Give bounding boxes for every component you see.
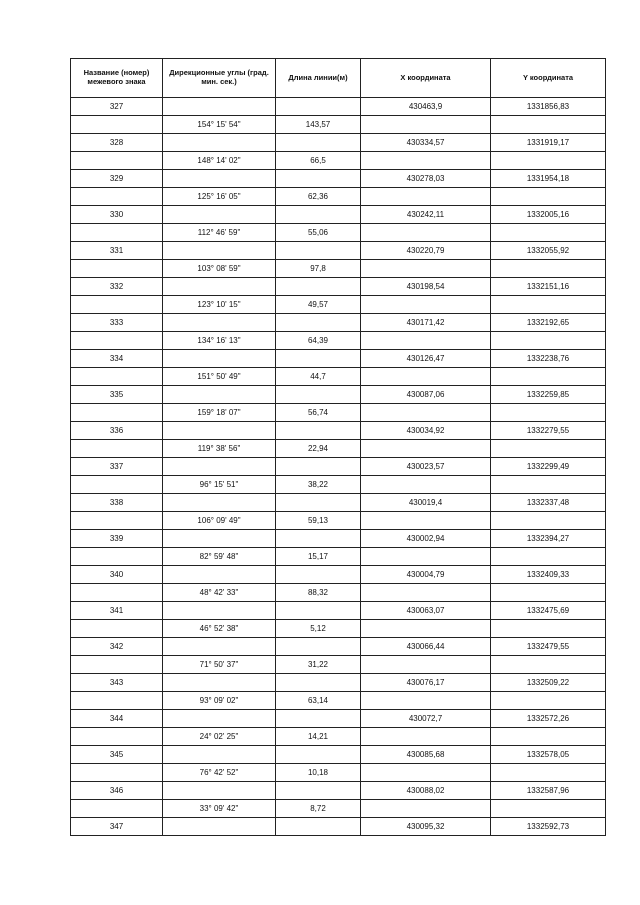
- cell-point-name: [71, 728, 163, 746]
- cell-line-length: 8,72: [276, 800, 361, 818]
- cell-x-coordinate: 430463,9: [361, 98, 491, 116]
- cell-y-coordinate: 1332259,85: [491, 386, 606, 404]
- cell-y-coordinate: [491, 584, 606, 602]
- table-row: [71, 638, 606, 656]
- cell-y-coordinate: 1332394,27: [491, 530, 606, 548]
- cell-direction-angle: [163, 458, 276, 476]
- cell-direction-angle: 33° 09' 42": [163, 800, 276, 818]
- cell-line-length: [276, 458, 361, 476]
- cell-y-coordinate: [491, 692, 606, 710]
- cell-x-coordinate: 430220,79: [361, 242, 491, 260]
- cell-x-coordinate: 430002,94: [361, 530, 491, 548]
- cell-y-coordinate: [491, 224, 606, 242]
- cell-y-coordinate: 1331856,83: [491, 98, 606, 116]
- cell-point-name: 334: [71, 350, 163, 368]
- cell-point-name: 346: [71, 782, 163, 800]
- cell-direction-angle: [163, 530, 276, 548]
- table-row: [71, 566, 606, 584]
- cell-line-length: [276, 746, 361, 764]
- cell-y-coordinate: [491, 152, 606, 170]
- table-row: [71, 530, 606, 548]
- cell-x-coordinate: [361, 764, 491, 782]
- cell-line-length: [276, 314, 361, 332]
- cell-point-name: [71, 440, 163, 458]
- cell-point-name: [71, 764, 163, 782]
- table-row: [71, 170, 606, 188]
- table-row: [71, 404, 606, 422]
- cell-y-coordinate: 1331954,18: [491, 170, 606, 188]
- cell-direction-angle: [163, 818, 276, 836]
- cell-point-name: [71, 584, 163, 602]
- cell-line-length: [276, 206, 361, 224]
- cell-point-name: [71, 116, 163, 134]
- table-row: [71, 350, 606, 368]
- cell-direction-angle: [163, 242, 276, 260]
- cell-point-name: [71, 692, 163, 710]
- cell-y-coordinate: 1332409,33: [491, 566, 606, 584]
- cell-y-coordinate: [491, 260, 606, 278]
- header-x-coordinate: X координата: [361, 59, 491, 98]
- table-row: [71, 818, 606, 836]
- cell-line-length: [276, 602, 361, 620]
- cell-y-coordinate: [491, 548, 606, 566]
- header-direction-angle: Дирекционные углы (град. мин. сек.): [163, 59, 276, 98]
- cell-point-name: 329: [71, 170, 163, 188]
- table-row: [71, 260, 606, 278]
- table-row: [71, 242, 606, 260]
- table-row: [71, 422, 606, 440]
- cell-point-name: 332: [71, 278, 163, 296]
- table-row: [71, 620, 606, 638]
- cell-x-coordinate: [361, 404, 491, 422]
- cell-x-coordinate: [361, 368, 491, 386]
- cell-y-coordinate: 1332572,26: [491, 710, 606, 728]
- cell-x-coordinate: 430126,47: [361, 350, 491, 368]
- cell-line-length: [276, 566, 361, 584]
- cell-point-name: 347: [71, 818, 163, 836]
- table-row: [71, 206, 606, 224]
- cell-point-name: 339: [71, 530, 163, 548]
- cell-direction-angle: [163, 566, 276, 584]
- cell-x-coordinate: 430088,02: [361, 782, 491, 800]
- cell-x-coordinate: 430072,7: [361, 710, 491, 728]
- cell-x-coordinate: [361, 620, 491, 638]
- cell-x-coordinate: 430095,32: [361, 818, 491, 836]
- cell-y-coordinate: [491, 728, 606, 746]
- cell-point-name: 337: [71, 458, 163, 476]
- header-y-coordinate: Y координата: [491, 59, 606, 98]
- cell-x-coordinate: 430087,06: [361, 386, 491, 404]
- cell-point-name: [71, 368, 163, 386]
- table-row: [71, 548, 606, 566]
- cell-y-coordinate: [491, 116, 606, 134]
- cell-x-coordinate: 430278,03: [361, 170, 491, 188]
- cell-line-length: 62,36: [276, 188, 361, 206]
- cell-line-length: [276, 638, 361, 656]
- cell-line-length: [276, 170, 361, 188]
- cell-x-coordinate: 430066,44: [361, 638, 491, 656]
- cell-point-name: 342: [71, 638, 163, 656]
- cell-x-coordinate: 430063,07: [361, 602, 491, 620]
- table-row: [71, 386, 606, 404]
- cell-y-coordinate: 1332151,16: [491, 278, 606, 296]
- cell-x-coordinate: [361, 152, 491, 170]
- table-row: [71, 602, 606, 620]
- cell-point-name: [71, 224, 163, 242]
- cell-direction-angle: 76° 42' 52": [163, 764, 276, 782]
- cell-x-coordinate: [361, 800, 491, 818]
- table-row: [71, 116, 606, 134]
- cell-y-coordinate: 1332509,22: [491, 674, 606, 692]
- coordinates-table: [70, 58, 606, 836]
- table-row: [71, 314, 606, 332]
- cell-point-name: 343: [71, 674, 163, 692]
- cell-direction-angle: 82° 59' 48": [163, 548, 276, 566]
- cell-y-coordinate: 1332592,73: [491, 818, 606, 836]
- cell-line-length: 5,12: [276, 620, 361, 638]
- cell-direction-angle: 148° 14' 02": [163, 152, 276, 170]
- table-row: [71, 494, 606, 512]
- cell-point-name: 330: [71, 206, 163, 224]
- cell-point-name: 327: [71, 98, 163, 116]
- cell-direction-angle: 123° 10' 15": [163, 296, 276, 314]
- cell-x-coordinate: 430034,92: [361, 422, 491, 440]
- cell-y-coordinate: 1332055,92: [491, 242, 606, 260]
- cell-point-name: [71, 404, 163, 422]
- cell-line-length: 15,17: [276, 548, 361, 566]
- cell-line-length: [276, 350, 361, 368]
- cell-y-coordinate: 1332337,48: [491, 494, 606, 512]
- table-row: [71, 458, 606, 476]
- cell-y-coordinate: [491, 440, 606, 458]
- cell-direction-angle: [163, 422, 276, 440]
- cell-y-coordinate: 1332475,69: [491, 602, 606, 620]
- table-row: [71, 278, 606, 296]
- cell-line-length: [276, 422, 361, 440]
- cell-y-coordinate: [491, 800, 606, 818]
- table-row: [71, 728, 606, 746]
- cell-direction-angle: 106° 09' 49": [163, 512, 276, 530]
- cell-y-coordinate: [491, 620, 606, 638]
- cell-y-coordinate: 1332578,05: [491, 746, 606, 764]
- cell-line-length: 143,57: [276, 116, 361, 134]
- cell-point-name: 328: [71, 134, 163, 152]
- cell-direction-angle: [163, 674, 276, 692]
- cell-x-coordinate: 430085,68: [361, 746, 491, 764]
- cell-y-coordinate: [491, 512, 606, 530]
- cell-point-name: [71, 476, 163, 494]
- cell-x-coordinate: [361, 296, 491, 314]
- cell-direction-angle: [163, 782, 276, 800]
- cell-x-coordinate: 430198,54: [361, 278, 491, 296]
- cell-point-name: [71, 260, 163, 278]
- cell-y-coordinate: 1332279,55: [491, 422, 606, 440]
- cell-line-length: 14,21: [276, 728, 361, 746]
- cell-direction-angle: 46° 52' 38": [163, 620, 276, 638]
- cell-line-length: 49,57: [276, 296, 361, 314]
- cell-y-coordinate: 1331919,17: [491, 134, 606, 152]
- cell-line-length: 22,94: [276, 440, 361, 458]
- header-line-length: Длина линии(м): [276, 59, 361, 98]
- cell-x-coordinate: 430242,11: [361, 206, 491, 224]
- table-row: [71, 188, 606, 206]
- table-row: [71, 710, 606, 728]
- cell-line-length: 66,5: [276, 152, 361, 170]
- cell-x-coordinate: [361, 692, 491, 710]
- cell-x-coordinate: 430334,57: [361, 134, 491, 152]
- cell-point-name: [71, 800, 163, 818]
- cell-direction-angle: 159° 18' 07": [163, 404, 276, 422]
- table-row: [71, 224, 606, 242]
- cell-y-coordinate: [491, 404, 606, 422]
- cell-line-length: [276, 494, 361, 512]
- cell-point-name: 338: [71, 494, 163, 512]
- cell-x-coordinate: 430171,42: [361, 314, 491, 332]
- cell-line-length: 88,32: [276, 584, 361, 602]
- cell-x-coordinate: [361, 332, 491, 350]
- table-row: [71, 674, 606, 692]
- table-row: [71, 134, 606, 152]
- table-row: [71, 440, 606, 458]
- cell-point-name: [71, 512, 163, 530]
- cell-direction-angle: 24° 02' 25": [163, 728, 276, 746]
- cell-x-coordinate: [361, 116, 491, 134]
- cell-x-coordinate: [361, 728, 491, 746]
- cell-line-length: [276, 242, 361, 260]
- cell-direction-angle: [163, 386, 276, 404]
- cell-x-coordinate: [361, 440, 491, 458]
- table-row: [71, 782, 606, 800]
- table-row: [71, 368, 606, 386]
- cell-direction-angle: [163, 134, 276, 152]
- cell-direction-angle: [163, 710, 276, 728]
- cell-line-length: 63,14: [276, 692, 361, 710]
- cell-point-name: 335: [71, 386, 163, 404]
- cell-direction-angle: 96° 15' 51": [163, 476, 276, 494]
- cell-point-name: [71, 332, 163, 350]
- cell-x-coordinate: 430004,79: [361, 566, 491, 584]
- table-row: [71, 746, 606, 764]
- cell-direction-angle: [163, 602, 276, 620]
- cell-direction-angle: [163, 638, 276, 656]
- cell-x-coordinate: 430023,57: [361, 458, 491, 476]
- cell-point-name: 341: [71, 602, 163, 620]
- cell-line-length: [276, 278, 361, 296]
- cell-direction-angle: [163, 206, 276, 224]
- cell-point-name: [71, 296, 163, 314]
- cell-line-length: [276, 674, 361, 692]
- table-row: [71, 764, 606, 782]
- cell-line-length: [276, 98, 361, 116]
- cell-y-coordinate: [491, 188, 606, 206]
- table-body: [71, 98, 606, 836]
- cell-line-length: 31,22: [276, 656, 361, 674]
- cell-y-coordinate: 1332005,16: [491, 206, 606, 224]
- cell-x-coordinate: 430076,17: [361, 674, 491, 692]
- header-point-name: Название (номер) межевого знака: [71, 59, 163, 98]
- table-row: [71, 584, 606, 602]
- cell-point-name: 331: [71, 242, 163, 260]
- cell-y-coordinate: [491, 656, 606, 674]
- cell-x-coordinate: [361, 548, 491, 566]
- table-row: [71, 692, 606, 710]
- table-row: [71, 152, 606, 170]
- cell-line-length: 55,06: [276, 224, 361, 242]
- cell-direction-angle: [163, 350, 276, 368]
- cell-direction-angle: 48° 42' 33": [163, 584, 276, 602]
- cell-y-coordinate: 1332479,55: [491, 638, 606, 656]
- cell-point-name: [71, 188, 163, 206]
- cell-point-name: 336: [71, 422, 163, 440]
- cell-y-coordinate: [491, 476, 606, 494]
- cell-point-name: [71, 656, 163, 674]
- cell-point-name: 333: [71, 314, 163, 332]
- cell-line-length: 44,7: [276, 368, 361, 386]
- cell-x-coordinate: [361, 476, 491, 494]
- cell-y-coordinate: [491, 296, 606, 314]
- cell-point-name: [71, 548, 163, 566]
- cell-direction-angle: 112° 46' 59": [163, 224, 276, 242]
- cell-y-coordinate: 1332238,76: [491, 350, 606, 368]
- table-row: [71, 98, 606, 116]
- cell-direction-angle: [163, 494, 276, 512]
- table-row: [71, 656, 606, 674]
- cell-x-coordinate: [361, 656, 491, 674]
- cell-y-coordinate: [491, 332, 606, 350]
- cell-direction-angle: [163, 170, 276, 188]
- cell-direction-angle: [163, 98, 276, 116]
- cell-x-coordinate: [361, 188, 491, 206]
- cell-direction-angle: 119° 38' 56": [163, 440, 276, 458]
- cell-y-coordinate: [491, 764, 606, 782]
- cell-direction-angle: 93° 09' 02": [163, 692, 276, 710]
- cell-line-length: [276, 386, 361, 404]
- cell-line-length: 56,74: [276, 404, 361, 422]
- table-row: [71, 476, 606, 494]
- cell-point-name: 345: [71, 746, 163, 764]
- cell-line-length: [276, 710, 361, 728]
- cell-point-name: 344: [71, 710, 163, 728]
- cell-direction-angle: 71° 50' 37": [163, 656, 276, 674]
- cell-point-name: 340: [71, 566, 163, 584]
- cell-direction-angle: 125° 16' 05": [163, 188, 276, 206]
- cell-x-coordinate: 430019,4: [361, 494, 491, 512]
- cell-direction-angle: [163, 314, 276, 332]
- cell-line-length: 64,39: [276, 332, 361, 350]
- cell-line-length: [276, 134, 361, 152]
- cell-direction-angle: 154° 15' 54": [163, 116, 276, 134]
- table-row: [71, 800, 606, 818]
- cell-point-name: [71, 152, 163, 170]
- cell-y-coordinate: 1332192,65: [491, 314, 606, 332]
- table-row: [71, 512, 606, 530]
- cell-point-name: [71, 620, 163, 638]
- cell-line-length: [276, 782, 361, 800]
- cell-line-length: 10,18: [276, 764, 361, 782]
- cell-direction-angle: 103° 08' 59": [163, 260, 276, 278]
- cell-line-length: 59,13: [276, 512, 361, 530]
- cell-x-coordinate: [361, 260, 491, 278]
- cell-direction-angle: 151° 50' 49": [163, 368, 276, 386]
- cell-y-coordinate: 1332299,49: [491, 458, 606, 476]
- cell-direction-angle: 134° 16' 13": [163, 332, 276, 350]
- cell-line-length: [276, 530, 361, 548]
- cell-line-length: 38,22: [276, 476, 361, 494]
- cell-direction-angle: [163, 746, 276, 764]
- table-header-row: [71, 59, 606, 98]
- cell-y-coordinate: 1332587,96: [491, 782, 606, 800]
- cell-x-coordinate: [361, 584, 491, 602]
- cell-direction-angle: [163, 278, 276, 296]
- table-row: [71, 296, 606, 314]
- cell-x-coordinate: [361, 512, 491, 530]
- cell-line-length: [276, 818, 361, 836]
- cell-x-coordinate: [361, 224, 491, 242]
- cell-y-coordinate: [491, 368, 606, 386]
- table-row: [71, 332, 606, 350]
- cell-line-length: 97,8: [276, 260, 361, 278]
